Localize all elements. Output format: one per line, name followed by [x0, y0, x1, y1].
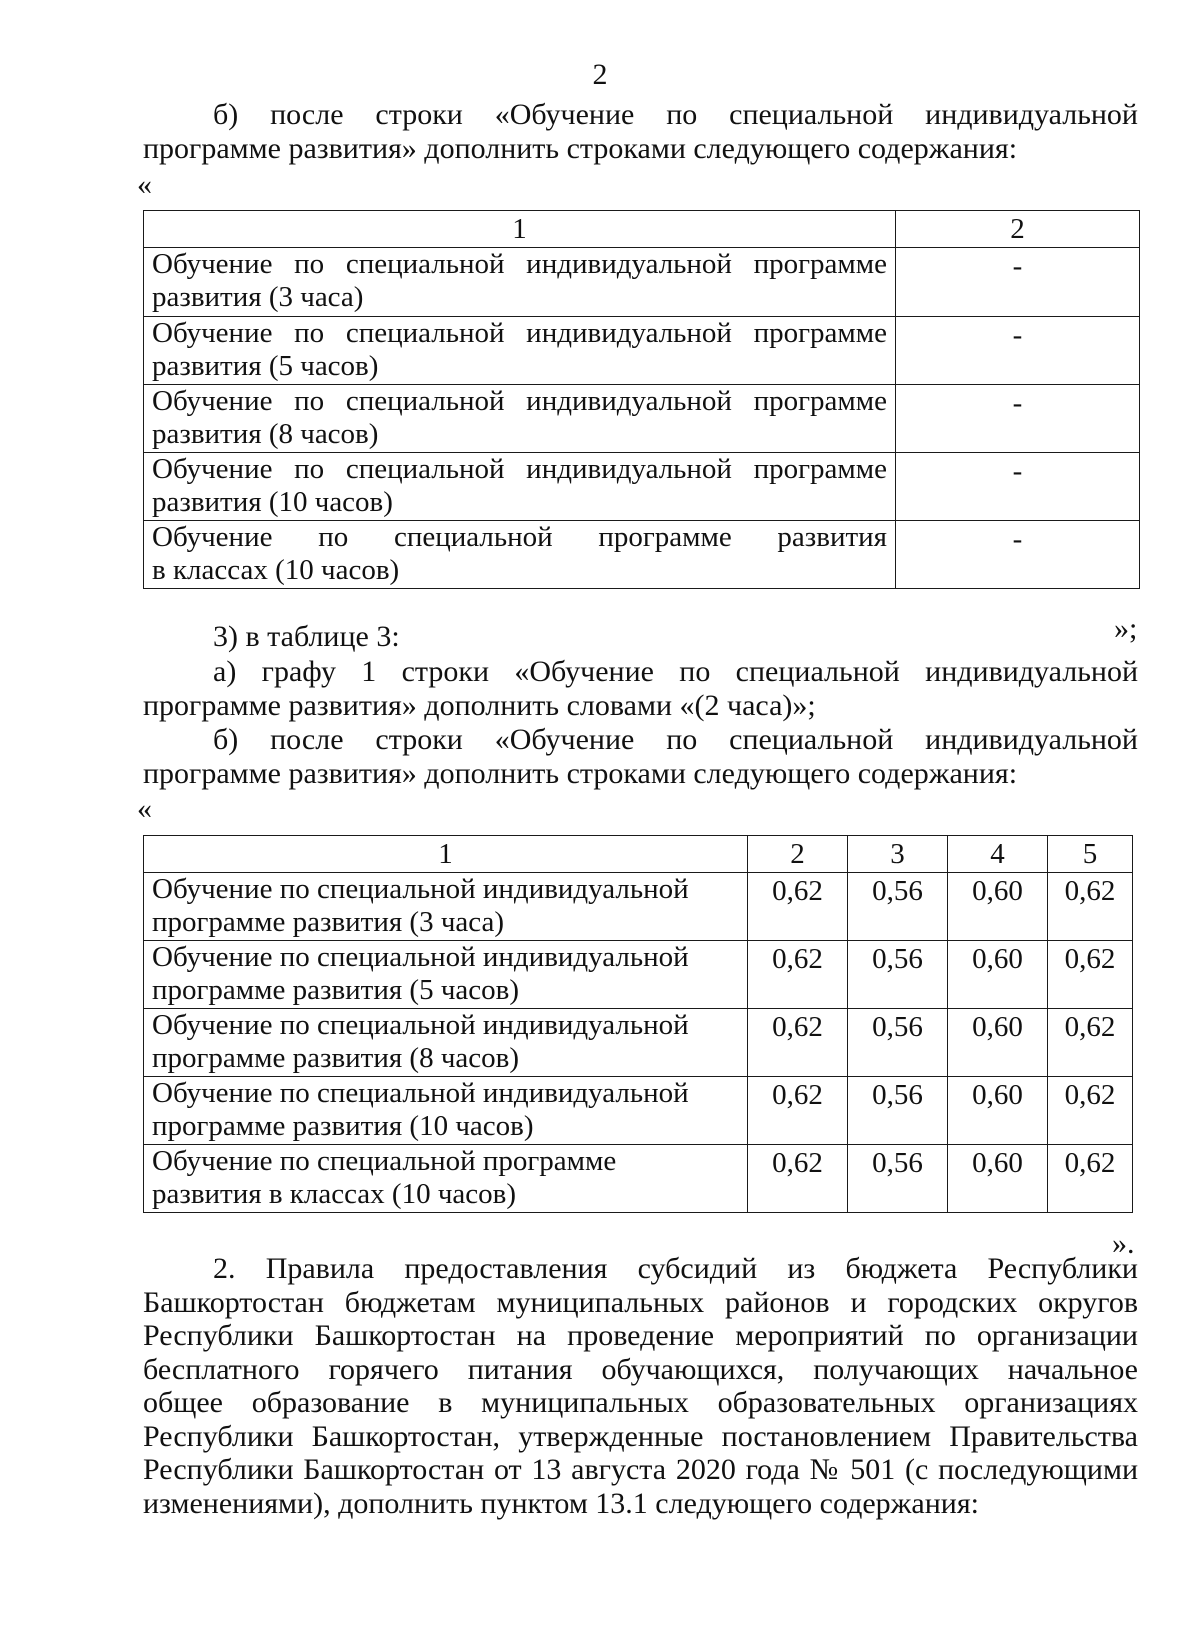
cell-line: развития (8 часов)	[152, 418, 379, 450]
cell-line: Обучение по специальной индивидуальной программе	[152, 248, 887, 280]
cell-line: развития (3 часа)	[152, 281, 364, 313]
table-cell-value: -	[896, 521, 1140, 589]
table-cell-value: 0,56	[848, 1009, 948, 1077]
table-cell-value: 0,60	[948, 1145, 1048, 1213]
table-header-cell: 1	[144, 211, 896, 248]
page-number: 2	[592, 58, 608, 91]
paragraph-line: 2. Правила предоставления субсидий из бюджета Республики	[213, 1252, 1138, 1285]
table-cell-value: 0,62	[748, 873, 848, 941]
paragraph-line: Республики Башкортостан, утвержденные постановлением Правительства	[143, 1419, 1138, 1453]
table-cell-value: 0,60	[948, 941, 1048, 1009]
cell-line: развития в классах (10 часов)	[152, 1178, 517, 1210]
table-cell-value: 0,62	[1048, 1077, 1133, 1145]
paragraph-line: б) после строки «Обучение по специальной индивидуальной	[213, 98, 1138, 131]
cell-line: программе развития (10 часов)	[152, 1110, 534, 1142]
table-row	[144, 873, 1133, 941]
table-cell-value: 0,62	[1048, 941, 1133, 1009]
close-quote-2: ».	[1112, 1227, 1135, 1260]
table-cell-value: 0,62	[748, 1145, 848, 1213]
table-cell-value: 0,56	[848, 873, 948, 941]
cell-line: Обучение по специальной индивидуальной	[152, 873, 689, 905]
table-cell-text	[144, 317, 896, 385]
cell-line: развития (10 часов)	[152, 486, 393, 518]
table-header-cell: 2	[896, 211, 1140, 248]
table-cell-value: 0,56	[848, 1145, 948, 1213]
paragraph-b-first	[143, 98, 1138, 166]
table-row	[144, 317, 1140, 385]
table-cell-text	[144, 248, 896, 317]
table-cell-value: -	[896, 317, 1140, 385]
table-header-cell: 2	[748, 836, 848, 873]
paragraph-line: общее образование в муниципальных образовательных организациях	[143, 1386, 1138, 1419]
paragraph-line: Республики Башкортостан от 13 августа 2020 года № 501 (с последующими	[143, 1453, 1138, 1486]
table-row	[144, 1009, 1133, 1077]
table-cell-value: 0,62	[1048, 873, 1133, 941]
table-row	[144, 521, 1140, 589]
paragraph-line: программе развития» дополнить строками следующего содержания:	[143, 132, 1018, 165]
paragraph-line: Башкортостан бюджетам муниципальных районов и городских округов	[143, 1285, 1138, 1319]
cell-line: развития (5 часов)	[152, 350, 379, 382]
cell-line: в классах (10 часов)	[152, 554, 400, 586]
cell-line: Обучение по специальной индивидуальной	[152, 941, 689, 973]
table-header-cell: 5	[1048, 836, 1133, 873]
paragraph-line: программе развития» дополнить строками следующего содержания:	[143, 757, 1018, 790]
cell-line: Обучение по специальной индивидуальной программе	[152, 453, 887, 485]
table-cell-value: -	[896, 385, 1140, 453]
table-header-cell: 1	[144, 836, 748, 873]
open-quote-1: «	[137, 168, 152, 201]
table-cell-value: 0,62	[748, 1077, 848, 1145]
cell-line: Обучение по специальной индивидуальной	[152, 1009, 689, 1041]
table-row	[144, 453, 1140, 521]
cell-line: Обучение по специальной индивидуальной программе	[152, 385, 887, 417]
table-2	[143, 835, 1133, 1213]
table-cell-text	[144, 521, 896, 589]
table-cell-value: 0,62	[748, 941, 848, 1009]
table-cell-value: 0,62	[1048, 1145, 1133, 1213]
table-cell-value: 0,56	[848, 1077, 948, 1145]
table-cell-text	[144, 1145, 748, 1213]
table-cell-value: 0,60	[948, 1009, 1048, 1077]
table-cell-text	[144, 453, 896, 521]
table-cell-value: -	[896, 453, 1140, 521]
cell-line: Обучение по специальной программе развития	[152, 521, 887, 553]
table-row	[144, 248, 1140, 317]
cell-line: Обучение по специальной индивидуальной программе	[152, 317, 887, 349]
cell-line: программе развития (5 часов)	[152, 974, 520, 1006]
paragraph-line: программе развития» дополнить словами «(2 часа)»;	[143, 689, 816, 722]
paragraph-line: изменениями), дополнить пунктом 13.1 следующего содержания:	[143, 1486, 979, 1520]
paragraph-line: б) после строки «Обучение по специальной индивидуальной	[213, 723, 1138, 756]
table-cell-text	[144, 1077, 748, 1145]
table-header-row	[144, 836, 1133, 873]
table-cell-value: 0,60	[948, 873, 1048, 941]
table-row	[144, 941, 1133, 1009]
paragraph-3: 3) в таблице 3:	[213, 620, 400, 653]
table-1	[143, 210, 1140, 589]
table-header-cell: 4	[948, 836, 1048, 873]
table-row	[144, 1077, 1133, 1145]
cell-line: программе развития (8 часов)	[152, 1042, 520, 1074]
cell-line: Обучение по специальной индивидуальной	[152, 1077, 689, 1109]
table-header-cell: 3	[848, 836, 948, 873]
cell-line: программе развития (3 часа)	[152, 906, 505, 938]
open-quote-2: «	[137, 792, 152, 825]
table-cell-value: 0,62	[1048, 1009, 1133, 1077]
table-header-row	[144, 211, 1140, 248]
table-row	[144, 1145, 1133, 1213]
paragraph-b-second	[143, 723, 1138, 791]
paragraph-a	[143, 655, 1138, 723]
paragraph-2	[143, 1252, 1138, 1520]
cell-line: Обучение по специальной программе	[152, 1145, 617, 1177]
table-cell-value: -	[896, 248, 1140, 317]
table-row	[144, 385, 1140, 453]
table-cell-value: 0,62	[748, 1009, 848, 1077]
table-cell-text	[144, 1009, 748, 1077]
paragraph-line: Республики Башкортостан на проведение мероприятий по организации	[143, 1319, 1138, 1352]
table-cell-value: 0,60	[948, 1077, 1048, 1145]
table-cell-text	[144, 873, 748, 941]
paragraph-line: а) графу 1 строки «Обучение по специальной индивидуальной	[213, 655, 1138, 688]
table-cell-text	[144, 385, 896, 453]
table-cell-value: 0,56	[848, 941, 948, 1009]
paragraph-line: бесплатного горячего питания обучающихся, получающих начальное	[143, 1352, 1138, 1386]
table-cell-text	[144, 941, 748, 1009]
close-quote-1: »;	[1114, 612, 1138, 645]
